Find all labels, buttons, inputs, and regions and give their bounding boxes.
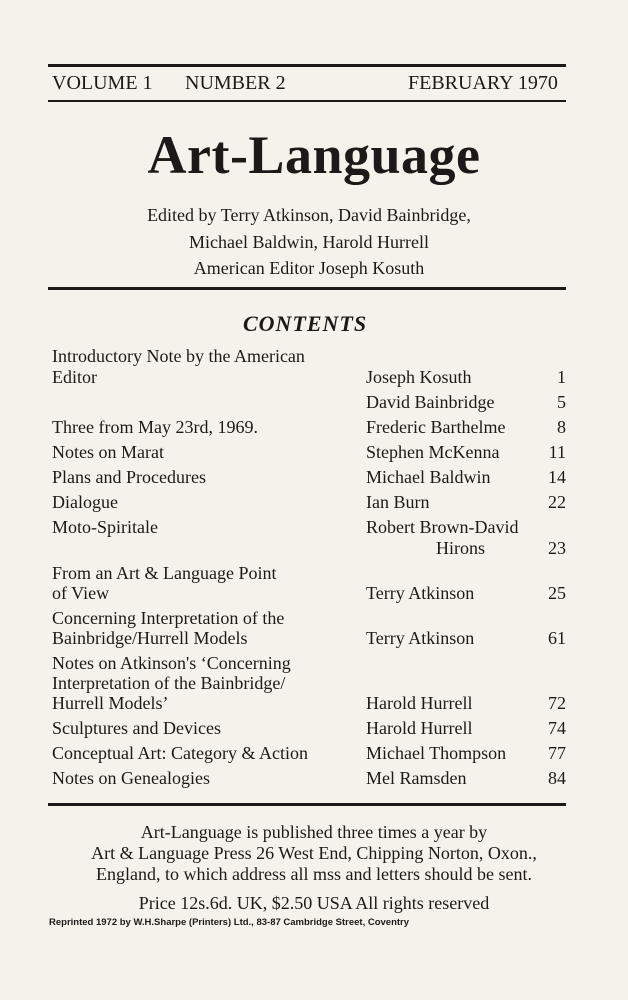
number-label: NUMBER 2 xyxy=(185,72,286,94)
toc-author: Terry Atkinson xyxy=(366,583,475,603)
toc-author: David Bainbridge xyxy=(366,392,495,412)
contents-rule xyxy=(48,803,566,806)
toc-page: 11 xyxy=(548,442,566,462)
toc-title: Notes on Genealogies xyxy=(52,768,210,788)
toc-page: 22 xyxy=(548,492,566,512)
editors-line-2: Michael Baldwin, Harold Hurrell xyxy=(189,232,429,252)
editors-line-1: Edited by Terry Atkinson, David Bainbridge, xyxy=(147,205,471,225)
date-label: FEBRUARY 1970 xyxy=(408,72,558,94)
toc-title: Bainbridge/Hurrell Models xyxy=(52,628,248,648)
toc-title: Hurrell Models’ xyxy=(52,693,169,713)
toc-page: 77 xyxy=(548,743,566,763)
toc-author: Joseph Kosuth xyxy=(366,367,472,387)
toc-author: Mel Ramsden xyxy=(366,768,467,788)
toc-page: 74 xyxy=(548,718,566,738)
toc-title: Plans and Procedures xyxy=(52,467,206,487)
toc-title: Concerning Interpretation of the xyxy=(52,608,285,628)
editors-rule xyxy=(48,287,566,290)
toc-author: Michael Baldwin xyxy=(366,467,491,487)
volume-label: VOLUME 1 xyxy=(52,72,153,94)
toc-title: Sculptures and Devices xyxy=(52,718,221,738)
toc-title: From an Art & Language Point xyxy=(52,563,277,583)
toc-page: 84 xyxy=(548,768,566,788)
toc-author: Harold Hurrell xyxy=(366,718,473,738)
toc-title: Interpretation of the Bainbridge/ xyxy=(52,673,286,693)
toc-page: 5 xyxy=(557,392,566,412)
reprint-note: Reprinted 1972 by W.H.Sharpe (Printers) Ltd., 83-87 Cambridge Street, Coventry xyxy=(49,917,410,928)
toc-title: of View xyxy=(52,583,110,603)
toc-title: Conceptual Art: Category & Action xyxy=(52,743,308,763)
toc-title: Notes on Atkinson's ‘Concerning xyxy=(52,653,291,673)
top-rule xyxy=(48,64,566,67)
journal-title: Art-Language xyxy=(147,125,481,185)
toc-page: 72 xyxy=(548,693,566,713)
toc-title: Three from May 23rd, 1969. xyxy=(52,417,258,437)
toc-title: Introductory Note by the American xyxy=(52,346,305,366)
toc-title: Notes on Marat xyxy=(52,442,164,462)
toc-author: Stephen McKenna xyxy=(366,442,500,462)
toc-author: Hirons xyxy=(436,538,485,558)
toc-author: Ian Burn xyxy=(366,492,430,512)
toc-author: Robert Brown-David xyxy=(366,517,519,537)
price-line: Price 12s.6d. UK, $2.50 USA All rights reserved xyxy=(138,893,490,913)
toc-author: Terry Atkinson xyxy=(366,628,475,648)
contents-heading: CONTENTS xyxy=(242,311,368,336)
toc-page: 1 xyxy=(557,367,566,387)
toc-page: 14 xyxy=(548,467,566,487)
editors-line-3: American Editor Joseph Kosuth xyxy=(193,258,425,278)
toc-author: Frederic Barthelme xyxy=(366,417,506,437)
toc-title: Moto-Spiritale xyxy=(52,517,158,537)
publisher-line-1: Art-Language is published three times a year by xyxy=(140,822,488,842)
toc-page: 23 xyxy=(548,538,566,558)
toc-author: Harold Hurrell xyxy=(366,693,473,713)
toc-title: Editor xyxy=(52,367,97,387)
header-rule xyxy=(48,100,566,102)
publisher-line-2: Art & Language Press 26 West End, Chipping Norton, Oxon., xyxy=(91,843,537,863)
toc-page: 61 xyxy=(548,628,566,648)
toc-page: 25 xyxy=(548,583,566,603)
publisher-line-3: England, to which address all mss and letters should be sent. xyxy=(96,864,532,884)
toc-page: 8 xyxy=(557,417,566,437)
toc-author: Michael Thompson xyxy=(366,743,507,763)
toc-title: Dialogue xyxy=(52,492,118,512)
